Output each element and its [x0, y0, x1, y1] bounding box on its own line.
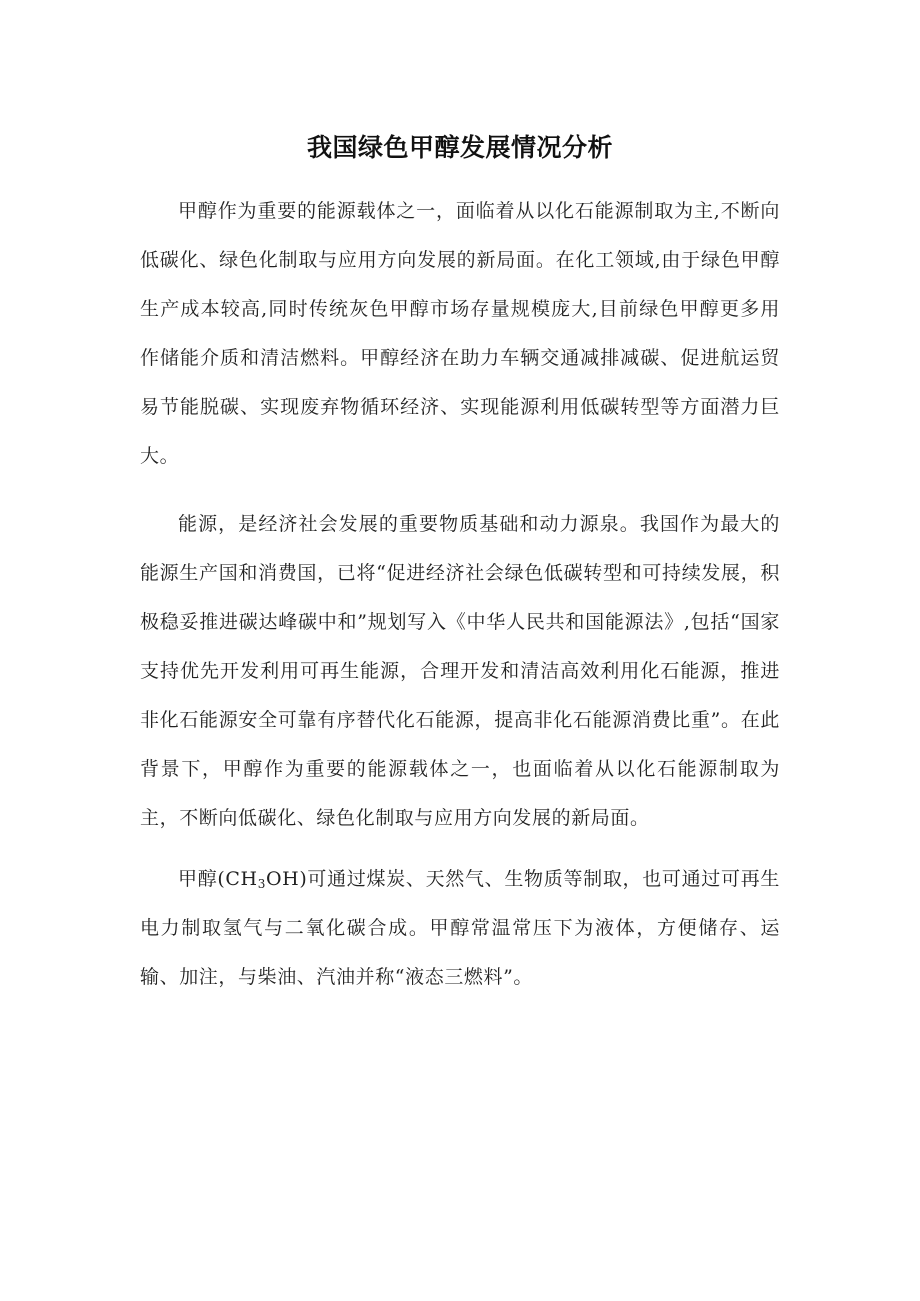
paragraph-green-methanol-overview: 甲醇作为重要的能源载体之一，面临着从以化石能源制取为主,不断向低碳化、绿色化制取与应用方向发展的新局面。在化工领域,由于绿色甲醇生产成本较高,同时传统灰色甲醇市场存量规模庞大,目前绿色甲醇更多用作储能介质和清洁燃料。甲醇经济在助力车辆交通减排减碳、促进航运贸易节能脱碳、实现废弃物循环经济、实现能源利用低碳转型等方面潜力巨大。	[140, 200, 780, 467]
chemical-subscript: 3	[257, 877, 266, 891]
document-title: 我国绿色甲醇发展情况分析	[306, 133, 613, 162]
paragraph-text-part: 甲醇(CH	[178, 868, 258, 890]
paragraph-energy-policy: 能源，是经济社会发展的重要物质基础和动力源泉。我国作为最大的能源生产国和消费国，已将“促进经济社会绿色低碳转型和可持续发展，积极稳妥推进碳达峰碳中和”规划写入《中华人民共和国能源法》,包括“国家支持优先开发利用可再生能源，合理开发和清洁高效利用化石能源，推进非化石能源安全可靠有序替代化石能源，提高非化石能源消费比重”。在此背景下，甲醇作为重要的能源载体之一，也面临着从以化石能源制取为主，不断向低碳化、绿色化制取与应用方向发展的新局面。	[140, 513, 780, 829]
paragraph-text-part: OH)可通过煤炭、天然气、生物质等制取，也可通过可再生电力制取氢气与二氧化碳合成。甲醇常温常压下为液体，方便储存、运输、加注，与柴油、汽油并称“液态三燃料”。	[140, 868, 780, 988]
paragraph-methanol-production	[140, 855, 780, 1002]
